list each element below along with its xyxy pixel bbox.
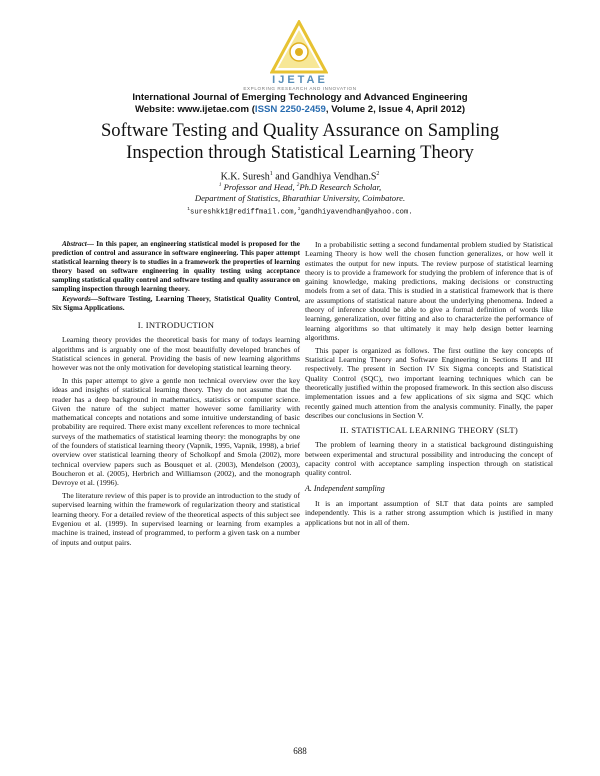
section-heading-slt: II. STATISTICAL LEARNING THEORY (SLT) — [339, 425, 519, 436]
journal-name: International Journal of Emerging Technology and Advanced Engineering — [132, 92, 468, 103]
paragraph: In a probabilistic setting a second fundamental problem studied by Statistical Learning Theory is how well the chosen function generalizes, or how well it estimates the output for new inputs. The review purpose of statistical learning theory is to provide a framework for studying the problem of inference that is of gaining knowledge, making predictions, making decisions or constructing models from a set of data. This is studied in a statistical framework that is there are assumptions of statistical nature about the underlying phenomena. Indeed a theory of inference should be able to give a formal definition of words like learning, generalization, over fitting and also to characterize the performance of learning algorithms so that ultimately it may help design better learning algorithms. — [305, 240, 553, 342]
paragraph: Learning theory provides the theoretical basis for many of todays learning algorithms and is arguably one of the most beautifully developed branches of Statistical sciences in general. Providing the basis of new learning algorithms however was not the only motivation for developing statistical learning theory. — [52, 335, 300, 373]
subsection-heading: A. Independent sampling — [305, 483, 385, 493]
journal-website-line: Website: www.ijetae.com (ISSN 2250-2459, Volume 2, Issue 4, April 2012) — [134, 103, 466, 115]
left-column — [52, 240, 300, 550]
paragraph: The literature review of this paper is to provide an introduction to the study of supervised learning within the framework of regularization theory and statistical learning theory. For a detailed review of the theoretical aspects of this subject see Evgeniou et al. (1999). In supervised learning or learning from examples a machine is trained, instead of programmed, to perform a given task on a number of inputs and output pairs. — [52, 491, 300, 547]
paragraph: The problem of learning theory in a statistical background distinguishing between experimental and structural possibility and introducing the concept of capacity control with acceptance sampling inspection through on statistical quality control. — [305, 440, 553, 478]
abstract: Abstract— In this paper, an engineering statistical model is proposed for the prediction of control and assurance in software engineering. This paper attempt statistical learning theory is to studies in a framework the properties of learning theory based on software engineering in quality testing using acceptance sampling statistical quality control and software testing and quality assurance on sampling inspection through learning theory. — [52, 240, 300, 293]
right-column — [305, 240, 553, 530]
issn-link[interactable]: ISSN 2250-2459 — [254, 103, 326, 115]
paragraph: It is an important assumption of SLT that data points are sampled independently. This is a rather strong assumption which is justified in many applications but not in all of them. — [305, 498, 553, 527]
page-number: 688 — [293, 746, 307, 756]
logo-tagline: EXPLORING RESEARCH AND INNOVATION — [243, 86, 357, 91]
paper-title: Software Testing and Quality Assurance on Sampling Inspection through Statistical Learning Theory — [100, 120, 500, 163]
journal-header — [60, 92, 540, 115]
department: Department of Statistics, Bharathiar University, Coimbatore. — [194, 192, 406, 203]
email-2[interactable]: gandhiyavendhan@yahoo.com. — [300, 208, 413, 217]
keywords: Keywords—Software Testing, Learning Theory, Statistical Quality Control, Six Sigma Applications. — [52, 295, 300, 312]
section-heading-introduction: I. INTRODUCTION — [137, 320, 215, 330]
affiliations: $^1$ Professor and Head, $^2$Ph.D Research Scholar, Department of Statistics, Bharathiar University, Coimbatore. — [100, 180, 500, 204]
paragraph: This paper is organized as follows. The first outline the key concepts of Statistical Learning Theory and Software Engineering in Sections II and III respectively. The present in Section IV Six Sigma concepts and Statistical Quality Control (SQC), two important learning techniques which can be theoretically justified within the proposed framework. In this section also discuss implementation issues and a few applications of six sigma and SQC which recently gained much attention from the analysis community. Finally, the paper describes our conclusions in Section V. — [305, 345, 553, 420]
author-emails: $^1$sureshkk1@rediffmail.com,$^2$gandhiyavendhan@yahoo.com. — [187, 207, 413, 217]
authors: K.K. Suresh$^1$ and Gandhiya $Vendhan.S^2$ — [220, 171, 380, 183]
paragraph: In this paper attempt to give a gentle non technical overview over the key ideas and insights of statistical learning theory. They do not assume that the reader has a deep background in mathematics, statistics or computer science. Given the nature of the subject matter however some familiarity with mathematical concepts and notations and some intuitive understanding of basic probability are required. There exist many excellent references to more technical surveys of the mathematics of statistical learning theory: the monographs by one of the founders of statistical learning theory (Vapnik, 1995, Vapnik, 1998), a brief overview over statistical learning theory of Scholkopf and Smola (2002), more technical overview papers such as Bousquet et al. (2003), Mendelson (2003), Boucheron et al. (2005), Herbrich and Williamson (2002), and the monograph Devroye et al. (1996). — [52, 375, 300, 488]
email-1[interactable]: sureshkk1@rediffmail.com, — [190, 208, 298, 217]
logo-name: IJETAE — [272, 74, 328, 86]
journal-logo-icon — [270, 20, 328, 74]
